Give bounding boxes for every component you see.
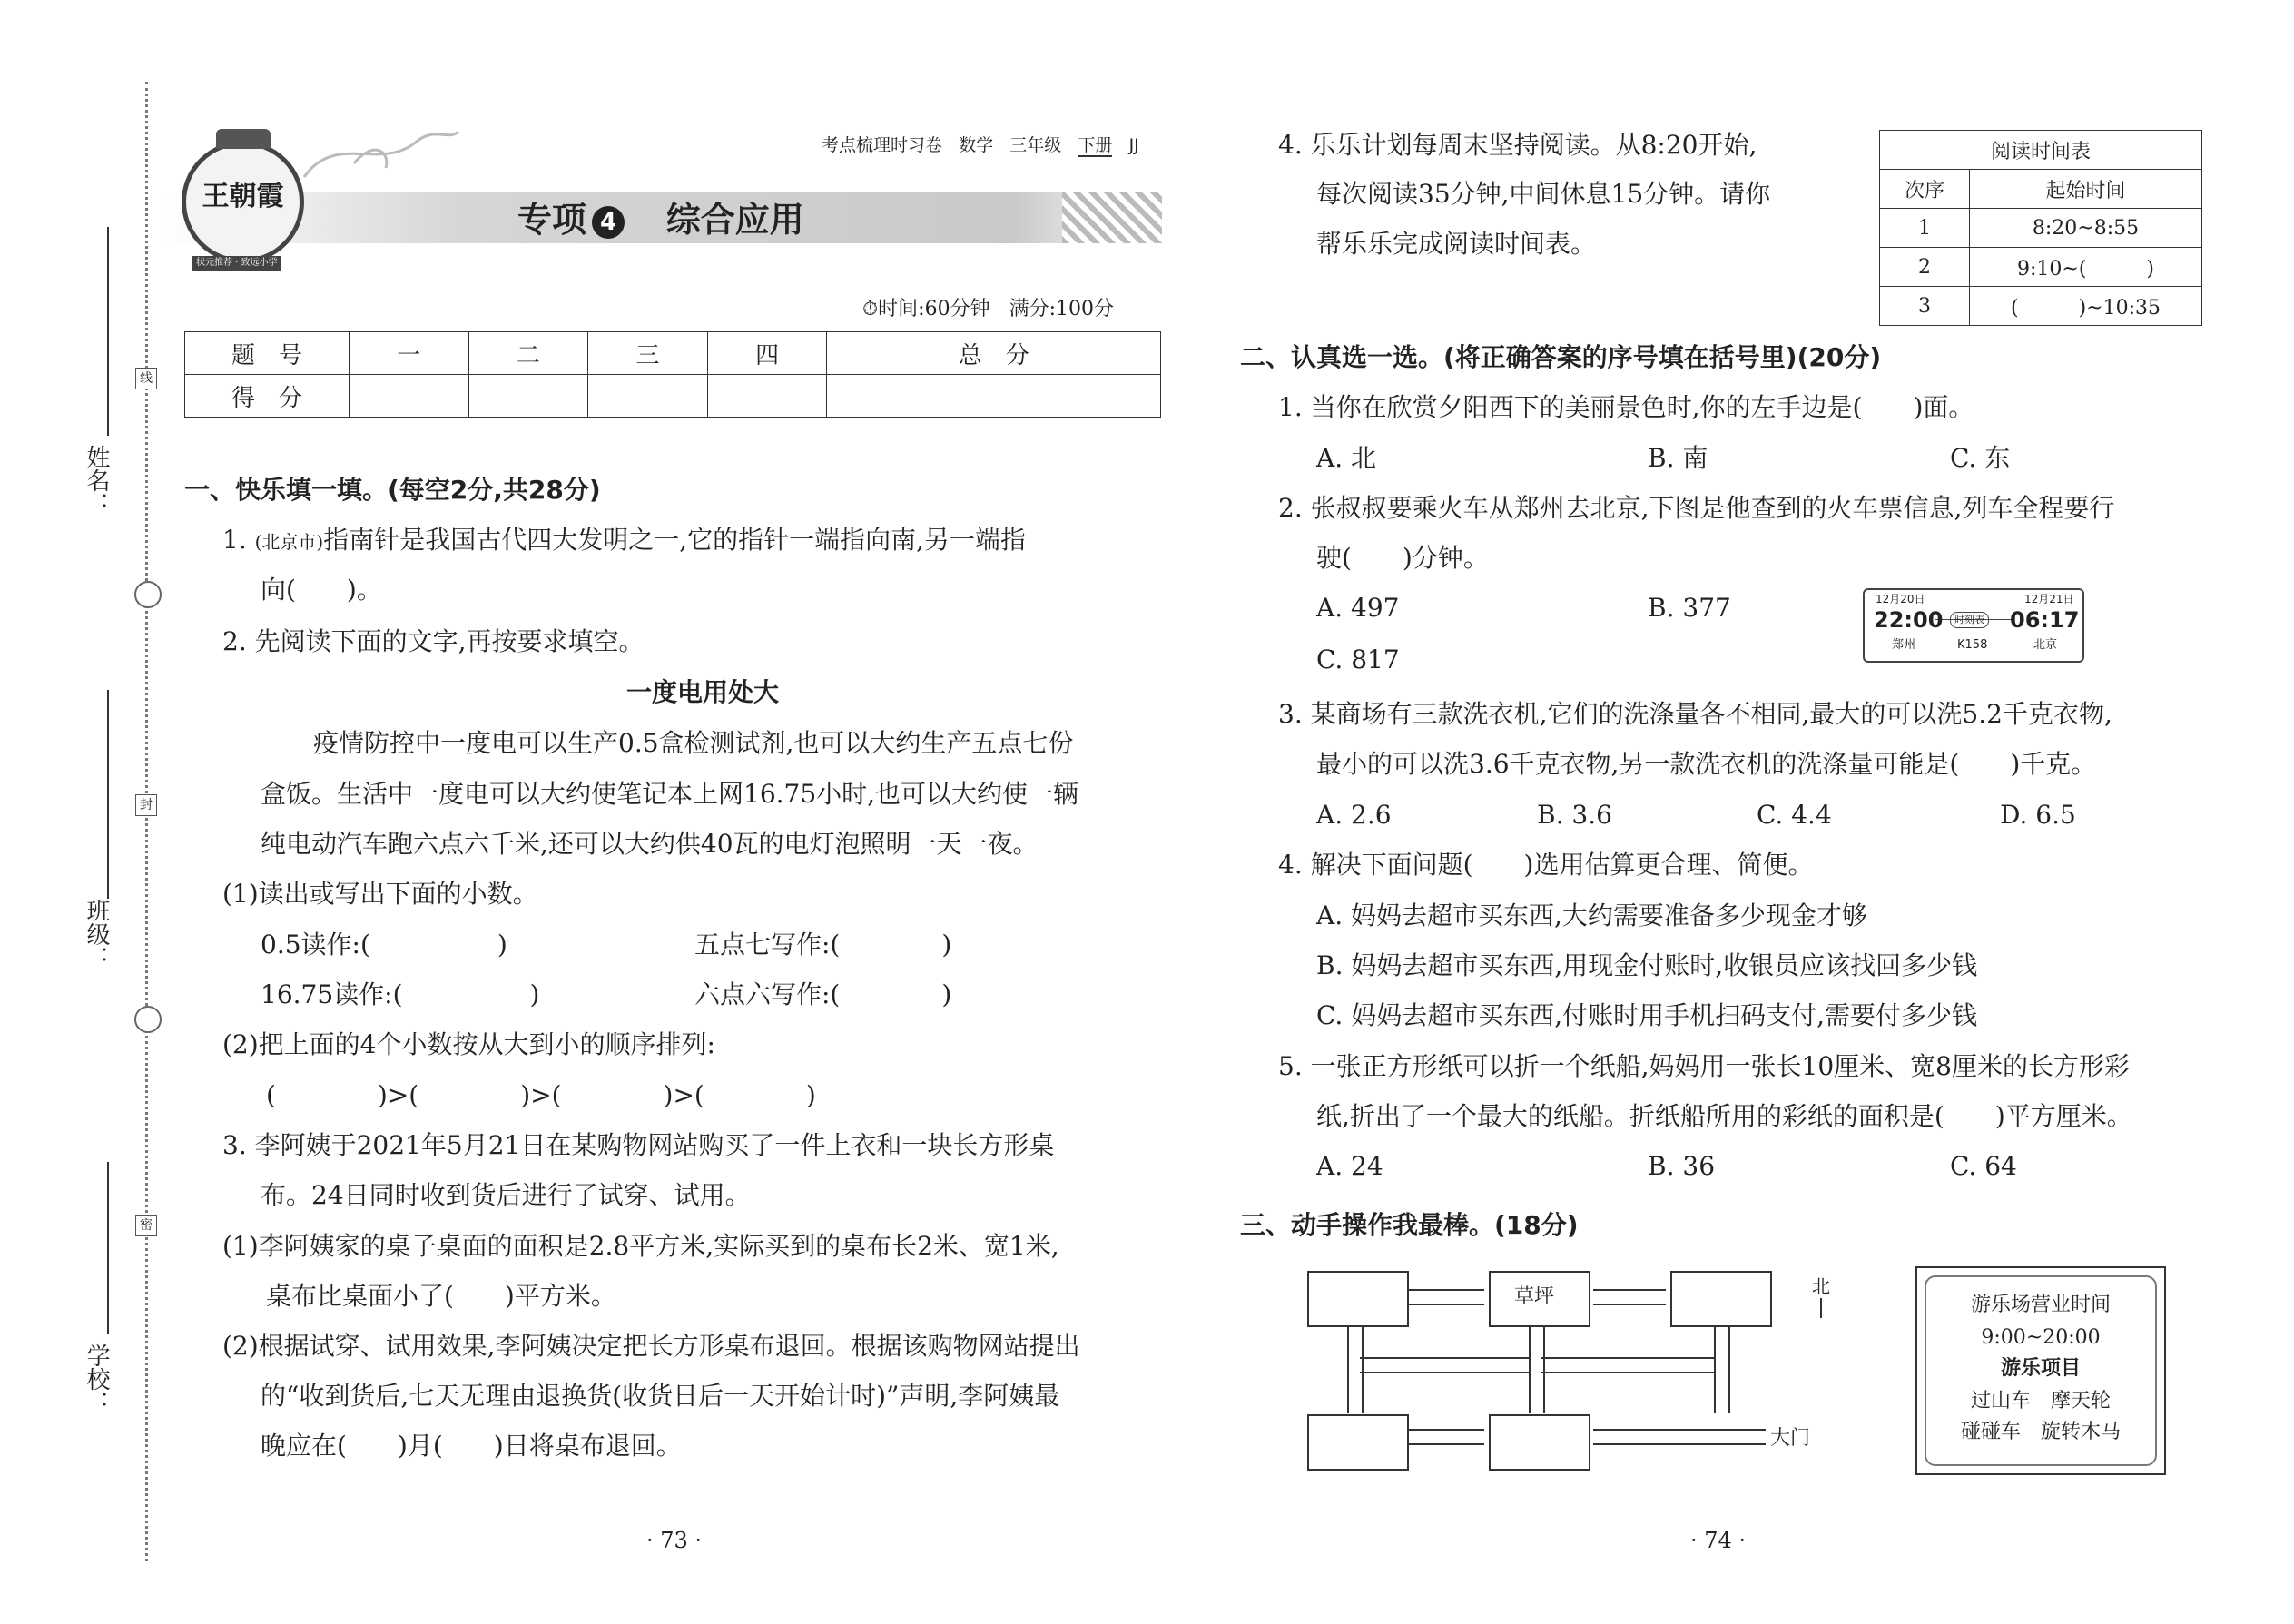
north-label: 北 [1812, 1275, 1830, 1297]
logo-subtitle: 状元推荐 · 致远小学 [192, 256, 281, 271]
passage-line: 疫情防控中一度电可以生产0.5盒检测试剂,也可以大约生产五点七份 [313, 728, 1074, 758]
class-underline [107, 690, 109, 899]
option-c[interactable]: C. 64 [1950, 1151, 2017, 1181]
option-a[interactable]: A. 2.6 [1316, 800, 1392, 830]
ticket-departure-date: 12月20日 [1876, 593, 1925, 605]
option-a[interactable]: A. 妈妈去超市买东西,大约需要准备多少现金才够 [1316, 901, 1867, 930]
order-answer[interactable]: ( )>( )>( )>( ) [266, 1080, 816, 1110]
lawn-label: 草坪 [1514, 1285, 1555, 1308]
reading-time-table [1879, 130, 2202, 326]
name-underline [107, 227, 109, 436]
section-2-heading: 二、认真选一选。(将正确答案的序号填在括号里)(20分) [1240, 342, 1882, 372]
score-cell[interactable] [350, 375, 469, 418]
binding-ornament-icon [134, 1006, 162, 1033]
option-b[interactable]: B. 南 [1648, 443, 1708, 473]
score-header: 题 号 [185, 332, 350, 375]
map-path-to-gate [1593, 1429, 1766, 1445]
page-number-right: · 74 · [1690, 1528, 1747, 1553]
map-block[interactable] [1307, 1271, 1409, 1327]
map-path [1407, 1429, 1484, 1445]
score-cell[interactable] [707, 375, 827, 418]
question-4: 4. 乐乐计划每周末坚持阅读。从8:20开始, [1278, 130, 1757, 160]
choice-question-4: 4. 解决下面问题( )选用估算更合理、简便。 [1278, 850, 1814, 880]
reading-table-header: 起始时间 [1970, 170, 2202, 209]
question-3: 3. 李阿姨于2021年5月21日在某购物网站购买了一件上衣和一块长方形桌 [222, 1130, 1055, 1160]
park-map [1307, 1271, 1830, 1471]
park-items-line1: 过山车 摩天轮 [1970, 1390, 2111, 1412]
ticket-to-station: 北京 [2033, 638, 2058, 652]
reading-time: 8:20~8:55 [1970, 209, 2202, 248]
option-c[interactable]: C. 东 [1950, 443, 2011, 473]
option-c[interactable]: C. 817 [1316, 645, 1400, 674]
choice-question-2-line2: 驶( )分钟。 [1316, 543, 1489, 573]
table-row [1880, 248, 2202, 287]
question-1: 1. (北京市)指南针是我国古代四大发明之一,它的指针一端指向南,另一端指 [222, 525, 1027, 555]
write-answer-1[interactable]: 五点七写作:( ) [694, 930, 952, 960]
option-a[interactable]: A. 北 [1316, 443, 1377, 473]
header-checker [1062, 192, 1162, 243]
choice-question-5: 5. 一张正方形纸可以折一个纸船,妈妈用一张长10厘米、宽8厘米的长方形彩 [1278, 1051, 2130, 1081]
option-b[interactable]: B. 377 [1648, 593, 1731, 623]
score-cell[interactable] [468, 375, 588, 418]
binding-mark-mi: 密 [135, 1215, 157, 1236]
option-c[interactable]: C. 4.4 [1757, 800, 1832, 830]
ticket-arrival-date: 12月21日 [2024, 593, 2074, 605]
binding-mark-feng: 封 [135, 794, 157, 816]
name-label: 姓名： [83, 445, 110, 516]
passage-title: 一度电用处大 [626, 677, 780, 707]
time-info: ⏱时间:60分钟 满分:100分 [862, 298, 1114, 320]
score-header: 四 [707, 332, 827, 375]
binding-dotted-line [145, 82, 148, 1561]
score-header: 二 [468, 332, 588, 375]
score-cell[interactable] [588, 375, 708, 418]
header-series: 考点梳理时习卷 数学 三年级 下册 JJ [822, 135, 1139, 155]
logo-crown-icon [216, 129, 271, 149]
choice-question-3: 3. 某商场有三款洗衣机,它们的洗涤量各不相同,最大的可以洗5.2千克衣物, [1278, 699, 2112, 729]
question-3-sub2: (2)根据试穿、试用效果,李阿姨决定把长方形桌布退回。根据该购物网站提出 [222, 1331, 1080, 1361]
map-path [1714, 1327, 1730, 1413]
reading-table-header: 次序 [1880, 170, 1970, 209]
choice-question-3-line2: 最小的可以洗3.6千克衣物,另一款洗衣机的洗涤量可能是( )千克。 [1316, 749, 2097, 779]
park-items-line2: 碰碰车 旋转木马 [1960, 1421, 2121, 1443]
option-d[interactable]: D. 6.5 [2000, 800, 2076, 830]
map-block[interactable] [1489, 1414, 1590, 1471]
option-a[interactable]: A. 497 [1316, 593, 1400, 623]
ticket-arrival-time: 06:17 [2010, 607, 2080, 633]
question-3-sub2-line3: 晚应在( )月( )日将桌布退回。 [261, 1431, 682, 1461]
passage-line: 纯电动汽车跑六点六千米,还可以大约供40瓦的电灯泡照明一天一夜。 [261, 829, 1039, 859]
score-table-score-row [185, 375, 1161, 418]
map-path [1541, 1357, 1714, 1373]
ribbon-decoration-icon [300, 123, 463, 186]
reading-order: 2 [1880, 248, 1970, 287]
reading-order: 1 [1880, 209, 1970, 248]
park-hours: 9:00~20:00 [1981, 1326, 2101, 1349]
school-label: 学校： [83, 1343, 110, 1414]
score-header: 三 [588, 332, 708, 375]
ticket-schedule-label: 时刻表 [1950, 612, 1989, 628]
option-c[interactable]: C. 妈妈去超市买东西,付账时用手机扫码支付,需要付多少钱 [1316, 1000, 1978, 1030]
train-ticket [1863, 588, 2084, 663]
option-b[interactable]: B. 3.6 [1537, 800, 1612, 830]
score-row-label: 得 分 [185, 375, 350, 418]
page-title: 专项 4 综合应用 [517, 200, 804, 240]
score-cell[interactable] [827, 375, 1161, 418]
question-2-sub2: (2)把上面的4个小数按从大到小的顺序排列: [222, 1029, 715, 1059]
question-1-source-tag: (北京市) [254, 531, 324, 553]
score-header: 一 [350, 332, 469, 375]
page-number-left: · 73 · [646, 1528, 703, 1553]
binding-ornament-icon [134, 581, 162, 608]
section-1-heading: 一、快乐填一填。(每空2分,共28分) [184, 475, 601, 505]
brand-logo-text: 王朝霞 [202, 181, 284, 212]
map-path [1593, 1289, 1666, 1305]
gate-label: 大门 [1770, 1427, 1811, 1450]
reading-time[interactable]: ( )~10:35 [1970, 287, 2202, 326]
reading-table-title: 阅读时间表 [1880, 131, 2202, 170]
choice-question-5-line2: 纸,折出了一个最大的纸船。折纸船所用的彩纸的面积是( )平方厘米。 [1316, 1101, 2132, 1131]
score-header: 总 分 [827, 332, 1161, 375]
map-block-lawn[interactable] [1489, 1271, 1590, 1327]
title-number-badge: 4 [592, 206, 625, 239]
question-4-line3: 帮乐乐完成阅读时间表。 [1316, 229, 1597, 259]
clock-icon: ⏱ [862, 298, 879, 320]
question-3-line2: 布。24日同时收到货后进行了试穿、试用。 [261, 1180, 751, 1210]
ticket-from-station: 郑州 [1892, 638, 1916, 652]
brand-logo [182, 141, 304, 263]
north-arrow-icon [1820, 1298, 1822, 1318]
question-2-sub1: (1)读出或写出下面的小数。 [222, 879, 538, 909]
reading-order: 3 [1880, 287, 1970, 326]
park-info-box [1915, 1266, 2166, 1475]
section-3-heading: 三、动手操作我最棒。(18分) [1240, 1210, 1579, 1240]
park-hours-title: 游乐场营业时间 [1970, 1294, 2111, 1316]
ticket-departure-time: 22:00 [1874, 607, 1944, 633]
question-4-line2: 每次阅读35分钟,中间休息15分钟。请你 [1316, 179, 1771, 209]
park-items-title: 游乐项目 [2000, 1357, 2081, 1380]
ticket-train-number: K158 [1957, 638, 1988, 652]
passage-line: 盒饭。生活中一度电可以大约使笔记本上网16.75小时,也可以大约使一辆 [261, 779, 1079, 809]
question-3-sub2-line2: 的“收到货后,七天无理由退换货(收货日后一天开始计时)”声明,李阿姨最 [261, 1381, 1060, 1411]
class-label: 班级： [83, 899, 110, 969]
map-block[interactable] [1307, 1414, 1409, 1471]
question-3-sub1: (1)李阿姨家的桌子桌面的面积是2.8平方米,实际买到的桌布长2米、宽1米, [222, 1231, 1059, 1261]
read-answer-2[interactable]: 16.75读作:( ) [261, 979, 540, 1009]
question-2: 2. 先阅读下面的文字,再按要求填空。 [222, 626, 645, 656]
option-a[interactable]: A. 24 [1316, 1151, 1383, 1181]
map-path [1360, 1357, 1529, 1373]
table-row [1880, 209, 2202, 248]
option-b[interactable]: B. 36 [1648, 1151, 1716, 1181]
choice-question-1: 1. 当你在欣赏夕阳西下的美丽景色时,你的左手边是( )面。 [1278, 392, 1974, 422]
school-underline [107, 1162, 109, 1334]
question-3-sub1-line2: 桌布比桌面小了( )平方米。 [266, 1281, 616, 1311]
write-answer-2[interactable]: 六点六写作:( ) [694, 979, 952, 1009]
choice-question-2: 2. 张叔叔要乘火车从郑州去北京,下图是他查到的火车票信息,列车全程要行 [1278, 493, 2115, 523]
map-path [1407, 1289, 1484, 1305]
question-1-line2: 向( )。 [261, 575, 382, 605]
score-table [184, 331, 1161, 418]
score-table-header-row [185, 332, 1161, 375]
option-b[interactable]: B. 妈妈去超市买东西,用现金付账时,收银员应该找回多少钱 [1316, 950, 1978, 980]
table-row [1880, 287, 2202, 326]
reading-time[interactable]: 9:10~( ) [1970, 248, 2202, 287]
binding-mark-xian: 线 [135, 368, 157, 389]
map-block[interactable] [1670, 1271, 1772, 1327]
read-answer-1[interactable]: 0.5读作:( ) [261, 930, 507, 960]
